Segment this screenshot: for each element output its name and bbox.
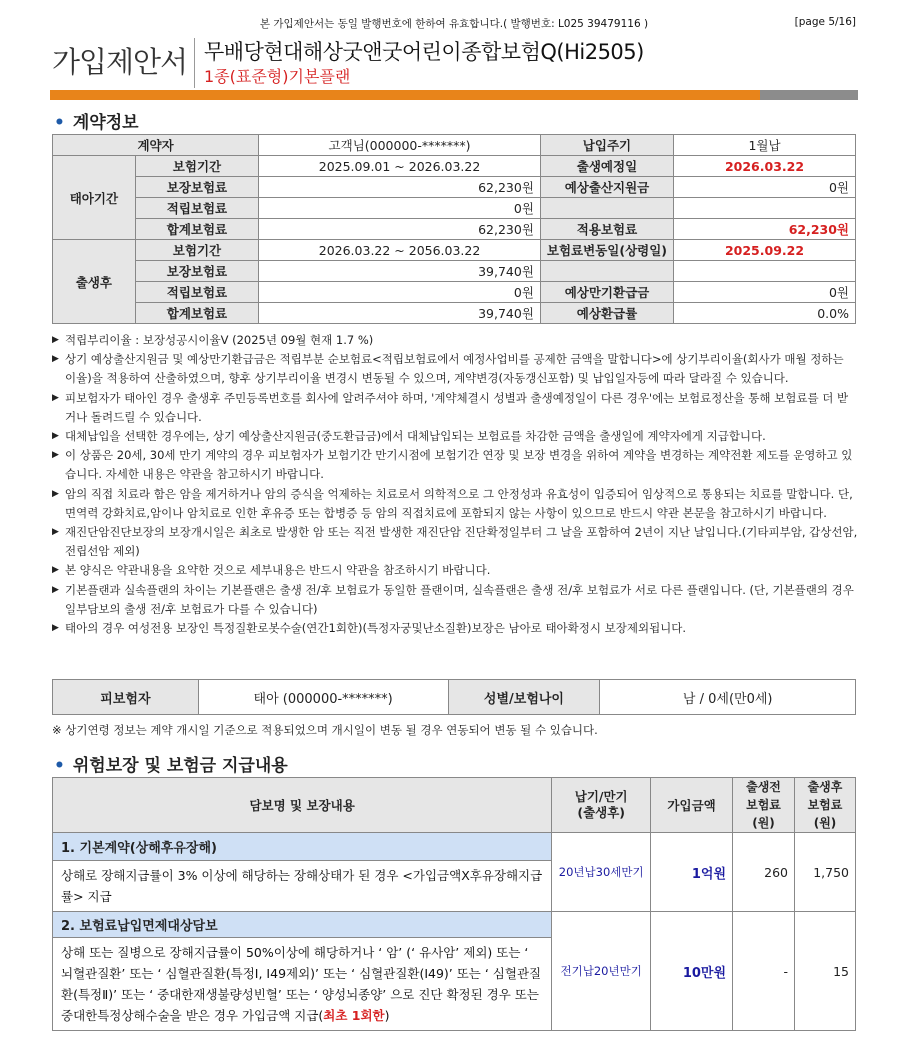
triangle-bullet-icon: ▶ [52,392,59,403]
pay-cycle-label: 납입주기 [540,135,673,156]
coverage-title-basic: 1. 기본계약(상해후유장해) [53,833,552,861]
note-item: ▶ 본 양식은 약관내용을 요약한 것으로 세부내용은 반드시 약관을 참조하시기 바랍니다. [52,561,858,580]
pay-cycle-value: 1월납 [674,135,856,156]
premium-change-date-value: 2025.09.22 [674,240,856,261]
insured-label: 피보험자 [53,680,199,715]
fetal-saving-value: 0원 [259,198,541,219]
header-accent-bar [50,90,760,100]
bullet-icon: • [54,756,65,776]
coverage-term-basic: 20년납30세만기 [552,833,651,912]
refund-rate-label: 예상환급률 [540,303,673,324]
empty-cell [540,198,673,219]
triangle-bullet-icon: ▶ [52,450,59,461]
coverage-pre-premium-waiver: - [733,912,795,1031]
after-birth-label: 출생후 [53,240,136,324]
triangle-bullet-icon: ▶ [52,431,59,442]
empty-cell [540,261,673,282]
term-header: 납기/만기 (출생후) [552,778,651,833]
contract-table [52,134,856,324]
coverage-post-premium-basic: 1,750 [794,833,855,912]
contract-section-heading: • 계약정보 [54,113,139,133]
coverage-desc-basic: 상해로 장해지급률이 3% 이상에 해당하는 장해상태가 된 경우 <가입금액X후유장해지급률> 지급 [53,861,552,912]
note-item: ▶ 대체납입을 선택한 경우에는, 상기 예상출산지원금(중도환급금)에서 대체납입되는 보험료를 차감한 금액을 출생일에 계약자에게 지급합니다. [52,427,858,446]
fetal-total-header: 합계보험료 [135,219,258,240]
triangle-bullet-icon: ▶ [52,354,59,365]
fetal-guarantee-header: 보장보험료 [135,177,258,198]
fetal-period-label: 태아기간 [53,156,136,240]
due-date-value: 2026.03.22 [674,156,856,177]
note-item: ▶ 태아의 경우 여성전용 보장인 특정질환로봇수술(연간1회한)(특정자궁및난소질환)보장은 남아로 태아확정시 보장제외됩니다. [52,619,858,638]
after-period-value: 2026.03.22 ~ 2056.03.22 [259,240,541,261]
coverage-name-header: 담보명 및 보장내용 [53,778,552,833]
after-saving-header: 적립보험료 [135,282,258,303]
after-saving-value: 0원 [259,282,541,303]
triangle-bullet-icon: ▶ [52,565,59,576]
gender-age-label: 성별/보험나이 [448,680,600,715]
gender-age-value: 남 / 0세(만0세) [600,680,856,715]
contractor-value: 고객님(000000-*******) [259,135,541,156]
note-item: ▶ 암의 직접 치료라 함은 암을 제거하거나 암의 증식을 억제하는 치료로서 의학적으로 그 안정성과 유효성이 입증되어 임상적으로 통용되는 치료를 말합니다. 단, 면역력 강화치료,암이나 암치료로 인한 후유증 또는 합병증 등 암의 직접치료에 포함되지 않는 사항이 있으므로 반드시 약관 본문을 참고하시기 바랍니다. [52,486,853,520]
first-time-only-highlight: 최초 1회한 [323,1008,385,1023]
fetal-saving-header: 적립보험료 [135,198,258,219]
due-date-label: 출생예정일 [540,156,673,177]
after-total-value: 39,740원 [259,303,541,324]
coverage-table [52,777,856,1031]
title-divider [194,38,195,88]
note-item: ▶ 상기 예상출산지원금 및 예상만기환급금은 적립부분 순보험료<적립보험료에서 예정사업비를 공제한 금액을 말합니다>에 상기부리이율(회사가 매월 정하는 이율)을 적용하여 산출하였으며, 향후 상기부리이율 변경시 변동될 수 있으며, 계약변경(자동갱신포함) 및 납입일자등에 따라 달라질 수 있습니다. [52,352,844,386]
post-birth-premium-header: 출생후 보험료(원) [794,778,855,833]
fetal-guarantee-value: 62,230원 [259,177,541,198]
maturity-refund-label: 예상만기환급금 [540,282,673,303]
coverage-desc-waiver: 상해 또는 질병으로 장해지급률이 50%이상에 해당하거나 ‘ 암’ (‘ 유사암’ 제외) 또는 ‘ 뇌혈관질환’ 또는 ‘ 심혈관질환(특정Ⅰ, I49제외)’ 또는 ‘ 심혈관질환(I49)’ 또는 ‘ 심혈관질환(특정Ⅱ)’ 또는 ‘ 중대한재생불량성빈혈’ 또는 ‘ 양성뇌종양’ 으로 진단 확정된 경우 또는 중대한특정상해수술을 받은 경우 가입금액 지급(최초 1회한) [53,938,552,1031]
coverage-pre-premium-basic: 260 [733,833,795,912]
empty-cell [674,261,856,282]
note-item: ▶ 이 상품은 20세, 30세 만기 계약의 경우 피보험자가 보험기간 만기시점에 보험기간 연장 및 보장 변경을 위하여 계약을 변경하는 계약전환 제도를 운영하고 있습니다. 자세한 내용은 약관을 참고하시기 바랍니다. [52,448,853,482]
contractor-label: 계약자 [53,135,259,156]
triangle-bullet-icon: ▶ [52,527,59,538]
triangle-bullet-icon: ▶ [52,488,59,499]
triangle-bullet-icon: ▶ [52,335,59,345]
fetal-period-header: 보험기간 [135,156,258,177]
empty-cell [674,198,856,219]
fetal-total-value: 62,230원 [259,219,541,240]
document-title: 가입제안서 [52,45,188,79]
header-gray-bar [760,90,858,100]
note-item: ▶ 적립부리이율 : 보장성공시이율Ⅴ (2025년 09월 현재 1.7 %) [52,331,858,350]
after-period-header: 보험기간 [135,240,258,261]
after-guarantee-value: 39,740원 [259,261,541,282]
applied-premium-value: 62,230원 [674,219,856,240]
coverage-section-heading: • 위험보장 및 보험금 지급내용 [54,756,288,776]
triangle-bullet-icon: ▶ [52,623,59,634]
triangle-bullet-icon: ▶ [52,584,59,595]
applied-premium-label: 적용보험료 [540,219,673,240]
page-number: [page 5/16] [794,16,856,28]
after-guarantee-header: 보장보험료 [135,261,258,282]
premium-change-date-label: 보험료변동일(상령일) [540,240,673,261]
refund-rate-value: 0.0% [674,303,856,324]
pre-birth-premium-header: 출생전 보험료(원) [733,778,795,833]
product-name: 무배당현대해상굿앤굿어린이종합보험Q(Hi2505) [204,40,644,64]
coverage-post-premium-waiver: 15 [794,912,855,1031]
issue-number-note: 본 가입제안서는 동일 발행번호에 한하여 유효합니다.( 발행번호: L025 39479116 ) [259,18,649,30]
coverage-term-waiver: 전기납20년만기 [552,912,651,1031]
coverage-amount-waiver: 10만원 [651,912,733,1031]
note-item: ▶ 피보험자가 태아인 경우 출생후 주민등록번호를 회사에 알려주셔야 하며, '계약체결시 성별과 출생예정일이 다른 경우'에는 보험료정산을 통해 보험료를 더 받거나 돌려드릴 수 있습니다. [52,390,849,424]
birth-refund-label: 예상출산지원금 [540,177,673,198]
plan-name: 1종(표준형)기본플랜 [204,67,351,86]
amount-header: 가입금액 [651,778,733,833]
note-item: ▶ 재진단암진단보장의 보장개시일은 최초로 발생한 암 또는 직전 발생한 재진단암 진단확정일부터 그 날을 포함하여 2년이 지난 날입니다.(기타피부암, 갑상선암, 전립선암 제외) [52,525,858,559]
bullet-icon: • [54,113,65,133]
insured-value: 태아 (000000-*******) [198,680,448,715]
coverage-title-waiver: 2. 보험료납입면제대상담보 [53,912,552,938]
contract-notes [52,331,858,638]
after-total-header: 합계보험료 [135,303,258,324]
age-info-note: ※ 상기연령 정보는 계약 개시일 기준으로 적용되었으며 개시일이 변동 될 경우 연동되어 변동 될 수 있습니다. [52,723,598,737]
birth-refund-value: 0원 [674,177,856,198]
note-item: ▶ 기본플랜과 실속플랜의 차이는 기본플랜은 출생 전/후 보험료가 동일한 플랜이며, 실속플랜은 출생 전/후 보험료가 서로 다른 플랜입니다. (단, 기본플랜의 경우 일부담보의 출생 전/후 보험료가 다를 수 있습니다) [52,582,854,616]
fetal-period-value: 2025.09.01 ~ 2026.03.22 [259,156,541,177]
maturity-refund-value: 0원 [674,282,856,303]
coverage-amount-basic: 1억원 [651,833,733,912]
insured-table [52,679,856,715]
